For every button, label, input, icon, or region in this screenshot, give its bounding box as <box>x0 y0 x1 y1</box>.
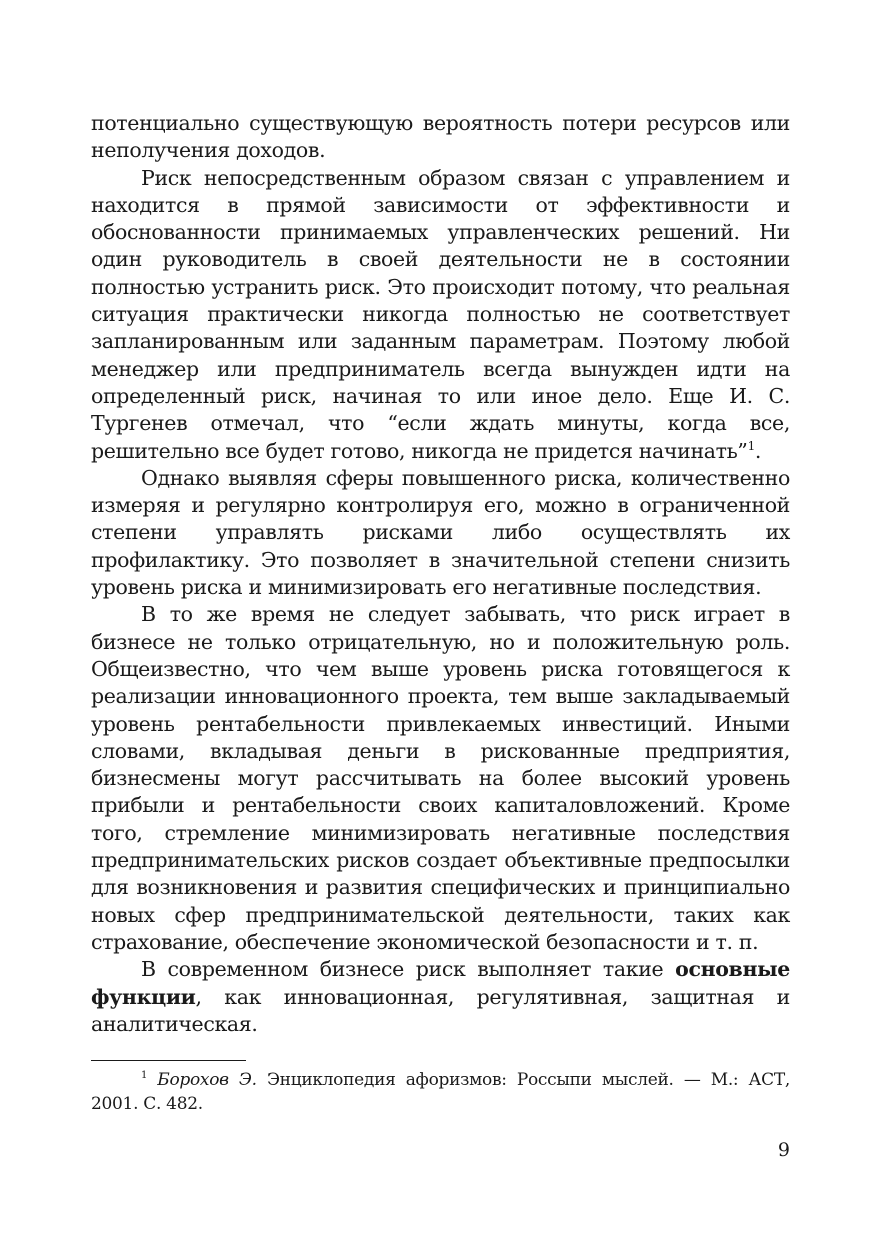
paragraph-1 <box>91 110 790 165</box>
paragraph-2-tail: . <box>754 438 762 463</box>
paragraph-2 <box>91 165 790 465</box>
paragraph-5-text-after: , как инновационная, регулятивная, защитная и аналитическая. <box>91 984 790 1036</box>
footnote-reference: 1 <box>747 438 755 453</box>
paragraph-2-text: Риск непосредственным образом связан с управлением и находится в прямой зависимости от эффективности и обоснованности принимаемых управленческих решений. Ни один руководитель в своей деятельности не в состоянии полностью устранить риск. Это происходит потому, что реальная ситуация практически никогда полностью не соответствует запланированным или заданным параметрам. Поэтому любой менеджер или предприниматель всегда вынужден идти на определенный риск, начиная то или иное дело. Еще И. С. Тургенев отмечал, что “если ждать минуты, когда все, решительно все будет готово, никогда не придется начинать” <box>91 165 790 463</box>
emphasis-main-functions: основные функции <box>91 957 790 1009</box>
footnote-author: Борохов Э. <box>157 1070 257 1090</box>
footnote <box>91 1068 790 1116</box>
paragraph-4 <box>91 601 790 956</box>
body-text <box>91 110 790 1038</box>
paragraph-4-text: В то же время не следует забывать, что риск играет в бизнесе не только отрицательную, но и положительную роль. Общеизвестно, что чем выше уровень риска готовящегося к реализации инновационного проекта, тем выше закладываемый уровень рентабельности привлекаемых инвестиций. Иными словами, вкладывая деньги в рискованные предприятия, бизнесмены могут рассчитывать на более высокий уровень прибыли и рентабельности своих капиталовложений. Кроме того, стремление минимизировать негативные последствия предпринимательских рисков создает объективные предпосылки для возникновения и развития специфических и принципиально новых сфер предпринимательской деятельности, таких как страхование, обеспечение экономической безопасности и т. п. <box>91 602 790 954</box>
paragraph-5-text-before: В современном бизнесе риск выполняет такие <box>141 957 676 982</box>
footnote-separator <box>91 1060 246 1061</box>
footnote-marker: 1 <box>141 1070 148 1081</box>
footnote-text: Энциклопедия афоризмов: Россыпи мыслей. — М.: АСТ, 2001. С. 482. <box>91 1070 790 1114</box>
footnote-paragraph <box>91 1068 790 1116</box>
page-number: 9 <box>777 1139 790 1161</box>
paragraph-3-text: Однако выявляя сферы повышенного риска, количественно измеряя и регулярно контролируя его, можно в ограниченной степени управлять рисками либо осуществлять их профилактику. Это позволяет в значительной степени снизить уровень риска и минимизировать его негативные последствия. <box>91 465 790 600</box>
paragraph-1-text: потенциально существующую вероятность потери ресурсов или неполучения доходов. <box>91 111 790 163</box>
paragraph-3 <box>91 465 790 601</box>
paragraph-5 <box>91 956 790 1038</box>
